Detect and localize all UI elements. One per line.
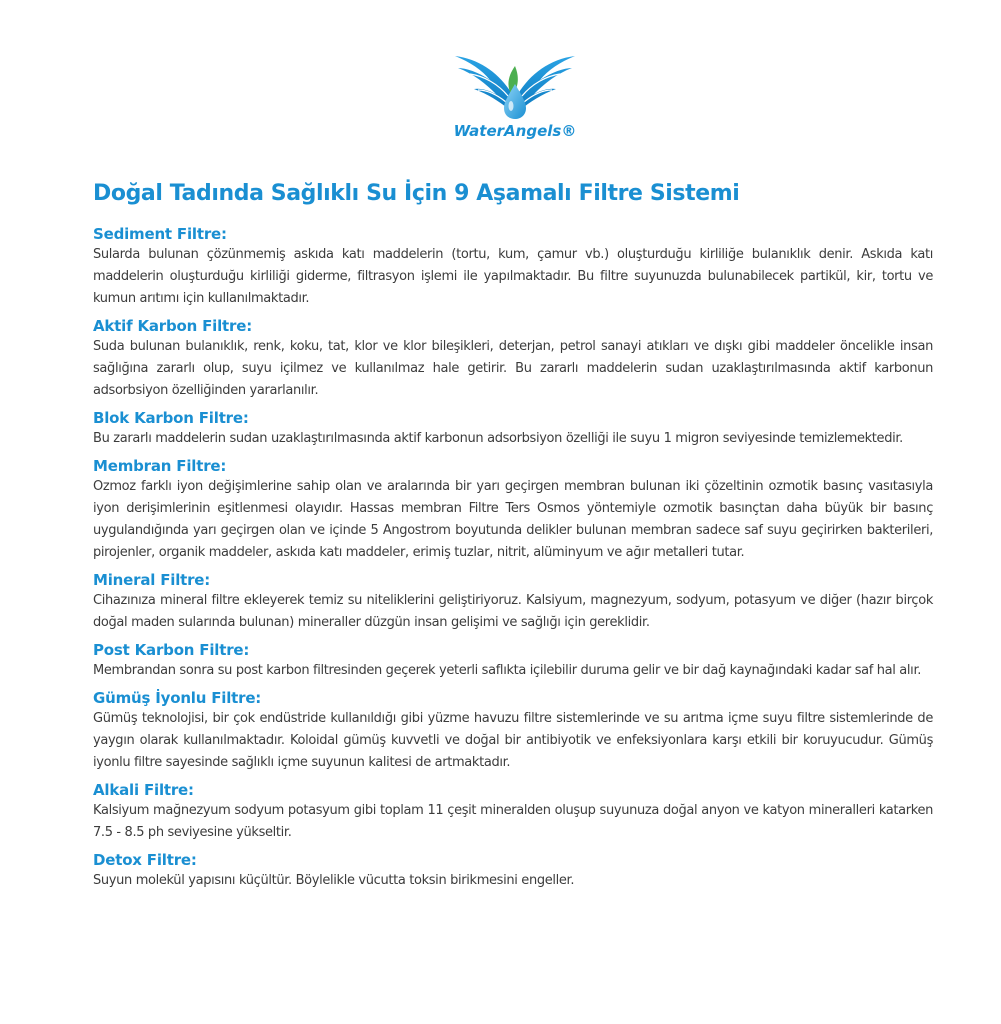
- section-heading: Alkali Filtre:: [93, 781, 194, 799]
- section-heading: Membran Filtre:: [93, 457, 227, 475]
- document-content: [93, 177, 933, 899]
- section-detox: [93, 851, 933, 892]
- section-blok-karbon: [93, 409, 933, 450]
- section-body: Bu zararlı maddelerin sudan uzaklaştırılmasında aktif karbonun adsorbsiyon özelliği ile suyu 1 migron seviyesinde temizlemektedir.: [93, 431, 903, 446]
- section-body: Ozmoz farklı iyon değişimlerine sahip olan ve aralarında bir yarı geçirgen membran bulunan iki çözeltinin ozmotik basınç vasıtasıyla iyon derişimlerinin eşitlenmesi olayıdır. Hassas membran Filtre Ters Osmos yöntemiyle ozmotik basınçtan daha büyük bir basınç uygulandığında yarı geçirgen olan ve içinde 5 Angostrom boyutunda delikler bulunan membran sadece saf suyu geçirirken bakterileri, pirojenler, organik maddeler, askıda katı maddeler, erimiş tuzlar, nitrit, alüminyum ve ağır metalleri tutar.: [93, 479, 933, 560]
- section-body: Cihazınıza mineral filtre ekleyerek temiz su niteliklerini geliştiriyoruz. Kalsiyum, magnezyum, sodyum, potasyum ve diğer (hazır birçok doğal maden sularında bulunan) mineraller düzgün insan gelişimi ve sağlığı için gereklidir.: [93, 593, 933, 630]
- right-wing-icon: [518, 56, 575, 110]
- section-gumus-iyonlu: [93, 689, 933, 774]
- section-heading: Detox Filtre:: [93, 851, 197, 869]
- brand-name: WaterAngels®: [453, 122, 577, 140]
- water-angels-logo: [440, 44, 590, 144]
- section-body: Kalsiyum mağnezyum sodyum potasyum gibi toplam 11 çeşit mineralden oluşup suyunuza doğal anyon ve katyon mineralleri katarken 7.5 - 8.5 ph seviyesine yükseltir.: [93, 803, 933, 840]
- section-heading: Mineral Filtre:: [93, 571, 211, 589]
- section-body: Suda bulunan bulanıklık, renk, koku, tat, klor ve klor bileşikleri, deterjan, petrol sanayi atıkları ve dışkı gibi maddeler öncelikle insan sağlığına zararlı olup, suyu içilmez ve kullanılmaz hale getirir. Bu zararlı maddelerin sudan uzaklaştırılmasında aktif karbonun adsorbsiyon özelliğinden yararlanılır.: [93, 339, 933, 398]
- page-title: Doğal Tadında Sağlıklı Su İçin 9 Aşamalı Filtre Sistemi: [93, 181, 740, 206]
- section-body: Gümüş teknolojisi, bir çok endüstride kullanıldığı gibi yüzme havuzu filtre sistemlerinde ve su arıtma içme suyu filtre sistemlerinde de yaygın olarak kullanılmaktadır. Koloidal gümüş kuvvetli ve doğal bir antibiyotik ve enfeksiyonlara karşı etkili bir koruyucudur. Gümüş iyonlu filtre sayesinde sağlıklı içme suyunun kalitesi de artmaktadır.: [93, 711, 933, 770]
- section-aktif-karbon: [93, 317, 933, 402]
- section-heading: Blok Karbon Filtre:: [93, 409, 249, 427]
- section-body: Suyun molekül yapısını küçültür. Böylelikle vücutta toksin birikmesini engeller.: [93, 873, 575, 888]
- section-membran: [93, 457, 933, 564]
- section-heading: Post Karbon Filtre:: [93, 641, 250, 659]
- section-alkali: [93, 781, 933, 844]
- section-mineral: [93, 571, 933, 634]
- left-wing-icon: [455, 56, 512, 110]
- section-sediment: [93, 225, 933, 310]
- section-heading: Gümüş İyonlu Filtre:: [93, 689, 262, 707]
- section-post-karbon: [93, 641, 933, 682]
- section-heading: Sediment Filtre:: [93, 225, 227, 243]
- section-heading: Aktif Karbon Filtre:: [93, 317, 253, 335]
- section-body: Membrandan sonra su post karbon filtresinden geçerek yeterli saflıkta içilebilir duruma gelir ve bir dağ kaynağındaki kadar saf hal alır.: [93, 663, 922, 678]
- section-body: Sularda bulunan çözünmemiş askıda katı maddelerin (tortu, kum, çamur vb.) oluşturduğu kirliliğe bulanıklık denir. Askıda katı maddelerin oluşturduğu kirliliği giderme, filtrasyon işlemi ile yapılmaktadır. Bu filtre suyunuzda bulunabilecek partikül, kir, tortu ve kumun arıtımı için kullanılmaktadır.: [93, 247, 933, 306]
